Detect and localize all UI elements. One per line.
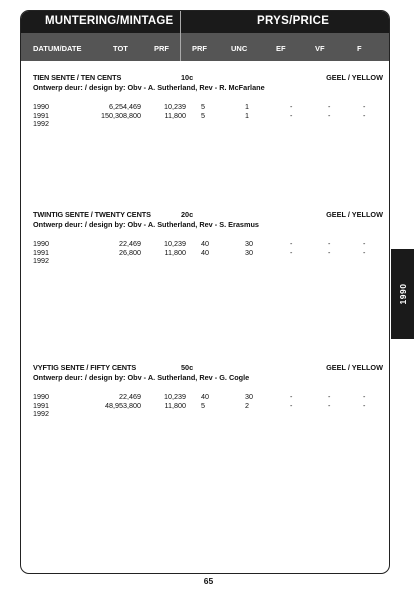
proof-price-cell: 40 xyxy=(201,239,209,248)
coin-title: TWINTIG SENTE / TWENTY CENTS xyxy=(33,210,151,219)
side-tab-label: 1990 xyxy=(397,283,408,305)
table-row xyxy=(33,111,383,120)
total-cell: 26,800 xyxy=(119,247,141,257)
total-cell: 6,254,469 xyxy=(109,102,141,111)
coin-denomination: 10c xyxy=(181,73,194,82)
proof-price-cell: 5 xyxy=(201,400,205,410)
col-tot: TOT xyxy=(113,44,128,53)
col-prf-price: PRF xyxy=(192,44,207,53)
table-row xyxy=(33,119,383,128)
page-number: 65 xyxy=(203,576,214,586)
f-price-cell: - xyxy=(363,392,366,401)
year-cell: 1990 xyxy=(33,239,49,248)
year-cell: 1990 xyxy=(33,392,49,401)
coin-denomination: 20c xyxy=(181,210,194,219)
col-prf: PRF xyxy=(154,44,169,53)
year-cell: 1991 xyxy=(33,247,49,257)
table-row xyxy=(33,409,383,418)
coin-designer: Ontwerp deur: / design by: Obv - A. Sutherland, Rev - S. Erasmus xyxy=(33,220,259,229)
f-price-cell: - xyxy=(363,102,366,111)
col-f: F xyxy=(357,44,362,53)
f-price-cell: - xyxy=(363,110,366,120)
col-vf: VF xyxy=(315,44,325,53)
coin-metal: GEEL / YELLOW xyxy=(326,210,383,219)
coin-metal: GEEL / YELLOW xyxy=(326,73,383,82)
proof-mintage-cell: 11,800 xyxy=(164,247,186,257)
table-row xyxy=(33,392,383,401)
vf-price-cell: - xyxy=(328,239,331,248)
coin-section-50c xyxy=(33,363,383,423)
coin-designer: Ontwerp deur: / design by: Obv - A. Sutherland, Rev - G. Cogle xyxy=(33,373,250,382)
unc-price-cell: 2 xyxy=(245,400,249,410)
year-side-tab xyxy=(391,249,414,339)
header-top-bar xyxy=(21,11,389,33)
total-cell: 150,308,800 xyxy=(101,110,141,120)
mintage-table xyxy=(33,102,383,128)
ef-price-cell: - xyxy=(290,102,293,111)
ef-price-cell: - xyxy=(290,400,293,410)
col-date: DATUM/DATE xyxy=(33,44,82,53)
mintage-heading: MUNTERING/MINTAGE xyxy=(45,15,174,27)
coin-designer: Ontwerp deur: / design by: Obv - A. Sutherland, Rev - R. McFarlane xyxy=(33,83,265,92)
vf-price-cell: - xyxy=(328,102,331,111)
table-row xyxy=(33,248,383,257)
year-cell: 1990 xyxy=(33,102,49,111)
total-cell: 22,469 xyxy=(119,392,141,401)
vf-price-cell: - xyxy=(328,392,331,401)
coin-denomination: 50c xyxy=(181,363,194,372)
vf-price-cell: - xyxy=(328,110,331,120)
year-cell: 1992 xyxy=(33,409,49,418)
ef-price-cell: - xyxy=(290,110,293,120)
table-row xyxy=(33,102,383,111)
proof-price-cell: 40 xyxy=(201,247,209,257)
mintage-table xyxy=(33,392,383,418)
unc-price-cell: 1 xyxy=(245,102,249,111)
mintage-table xyxy=(33,239,383,265)
f-price-cell: - xyxy=(363,247,366,257)
year-cell: 1992 xyxy=(33,256,49,265)
coin-section-20c xyxy=(33,210,383,270)
total-cell: 22,469 xyxy=(119,239,141,248)
unc-price-cell: 30 xyxy=(245,239,253,248)
proof-mintage-cell: 10,239 xyxy=(164,102,186,111)
proof-price-cell: 40 xyxy=(201,392,209,401)
proof-mintage-cell: 11,800 xyxy=(164,400,186,410)
proof-price-cell: 5 xyxy=(201,102,205,111)
catalog-page-frame xyxy=(20,10,390,574)
col-ef: EF xyxy=(276,44,286,53)
unc-price-cell: 1 xyxy=(245,110,249,120)
column-header-bar xyxy=(21,33,389,61)
proof-price-cell: 5 xyxy=(201,110,205,120)
year-cell: 1992 xyxy=(33,119,49,128)
ef-price-cell: - xyxy=(290,239,293,248)
header-divider xyxy=(180,11,181,61)
ef-price-cell: - xyxy=(290,247,293,257)
table-row xyxy=(33,239,383,248)
proof-mintage-cell: 11,800 xyxy=(164,110,186,120)
proof-mintage-cell: 10,239 xyxy=(164,239,186,248)
total-cell: 48,953,800 xyxy=(105,400,141,410)
coin-title: VYFTIG SENTE / FIFTY CENTS xyxy=(33,363,137,372)
coin-metal: GEEL / YELLOW xyxy=(326,363,383,372)
coin-section-10c xyxy=(33,73,383,133)
table-row xyxy=(33,256,383,265)
vf-price-cell: - xyxy=(328,400,331,410)
col-unc: UNC xyxy=(231,44,248,53)
unc-price-cell: 30 xyxy=(245,392,253,401)
table-row xyxy=(33,401,383,410)
coin-title: TIEN SENTE / TEN CENTS xyxy=(33,73,122,82)
price-heading: PRYS/PRICE xyxy=(257,15,330,27)
vf-price-cell: - xyxy=(328,247,331,257)
proof-mintage-cell: 10,239 xyxy=(164,392,186,401)
year-cell: 1991 xyxy=(33,400,49,410)
f-price-cell: - xyxy=(363,400,366,410)
unc-price-cell: 30 xyxy=(245,247,253,257)
year-cell: 1991 xyxy=(33,110,49,120)
f-price-cell: - xyxy=(363,239,366,248)
ef-price-cell: - xyxy=(290,392,293,401)
